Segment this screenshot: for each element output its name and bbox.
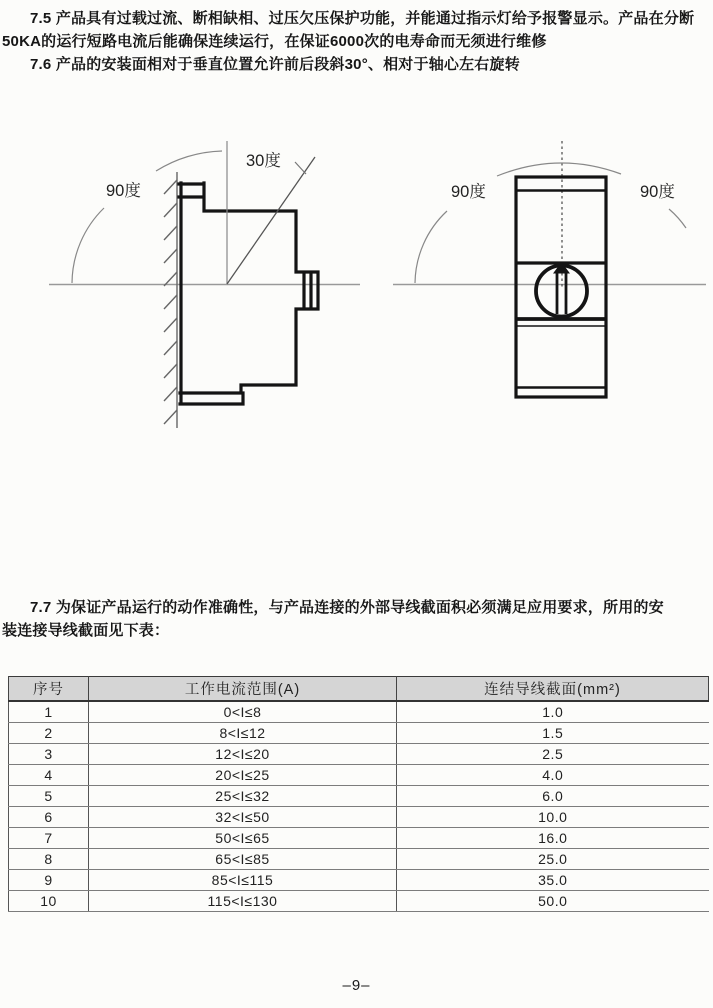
table-row bbox=[9, 701, 709, 723]
page-number: –9– bbox=[342, 977, 371, 994]
cell-current-range: 115<I≤130 bbox=[89, 891, 397, 912]
arc-90-degree bbox=[72, 208, 104, 283]
cell-current-range: 20<I≤25 bbox=[89, 765, 397, 786]
cell-serial-number: 5 bbox=[9, 786, 89, 807]
cell-wire-cross-section: 2.5 bbox=[397, 744, 709, 765]
cell-wire-cross-section: 16.0 bbox=[397, 828, 709, 849]
cell-current-range: 65<I≤85 bbox=[89, 849, 397, 870]
tilt-30-tick bbox=[295, 162, 306, 174]
table-row bbox=[9, 744, 709, 765]
paragraph-7-5-line-1: 7.5 产品具有过载过流、断相缺相、过压欠压保护功能，并能通过指示灯给予报警显示。产品在分断 bbox=[30, 10, 695, 27]
cell-serial-number: 10 bbox=[9, 891, 89, 912]
table-row bbox=[9, 891, 709, 912]
mounting-angle-diagrams bbox=[0, 130, 713, 435]
arc-90-left bbox=[415, 211, 447, 283]
label-30-degree: 30度 bbox=[246, 152, 281, 170]
cell-current-range: 50<I≤65 bbox=[89, 828, 397, 849]
wire-size-table bbox=[8, 676, 709, 912]
device-side-profile bbox=[179, 183, 318, 404]
table-header-row bbox=[9, 677, 709, 702]
cell-wire-cross-section: 6.0 bbox=[397, 786, 709, 807]
wire-table-body bbox=[9, 701, 709, 912]
cell-serial-number: 9 bbox=[9, 870, 89, 891]
cell-serial-number: 6 bbox=[9, 807, 89, 828]
wall-hatching bbox=[164, 172, 177, 428]
paragraph-7-5-line-2: 50KA的运行短路电流后能确保连续运行，在保证6000次的电寿命而无须进行维修 bbox=[2, 33, 547, 50]
paragraph-7-5-7-6 bbox=[2, 7, 711, 76]
cell-serial-number: 7 bbox=[9, 828, 89, 849]
paragraph-7-6-line-1: 7.6 产品的安装面相对于垂直位置允许前后段斜30°、相对于轴心左右旋转 bbox=[30, 56, 520, 73]
header-current-range: 工作电流范围(A) bbox=[89, 677, 397, 702]
cell-serial-number: 1 bbox=[9, 701, 89, 723]
label-90-degree: 90度 bbox=[106, 182, 141, 200]
header-wire-cross-section: 连结导线截面(mm²) bbox=[397, 677, 709, 702]
cell-serial-number: 3 bbox=[9, 744, 89, 765]
cell-wire-cross-section: 4.0 bbox=[397, 765, 709, 786]
cell-current-range: 0<I≤8 bbox=[89, 701, 397, 723]
label-90-degree-left: 90度 bbox=[451, 183, 486, 201]
cell-wire-cross-section: 1.0 bbox=[397, 701, 709, 723]
cell-wire-cross-section: 1.5 bbox=[397, 723, 709, 744]
cell-wire-cross-section: 10.0 bbox=[397, 807, 709, 828]
table-row bbox=[9, 849, 709, 870]
rotation-top-arc bbox=[497, 163, 621, 176]
table-row bbox=[9, 786, 709, 807]
arc-30-degree bbox=[156, 151, 222, 171]
cell-serial-number: 8 bbox=[9, 849, 89, 870]
paragraph-7-7-line-2: 装连接导线截面见下表： bbox=[2, 622, 170, 639]
cell-current-range: 25<I≤32 bbox=[89, 786, 397, 807]
arc-90-right bbox=[669, 209, 686, 228]
cell-current-range: 8<I≤12 bbox=[89, 723, 397, 744]
table-row bbox=[9, 723, 709, 744]
front-view-diagram bbox=[393, 141, 706, 397]
header-serial-number: 序号 bbox=[9, 677, 89, 702]
cell-current-range: 32<I≤50 bbox=[89, 807, 397, 828]
cell-serial-number: 4 bbox=[9, 765, 89, 786]
table-row bbox=[9, 765, 709, 786]
tilt-30-line bbox=[227, 157, 315, 284]
cell-current-range: 85<I≤115 bbox=[89, 870, 397, 891]
cell-wire-cross-section: 50.0 bbox=[397, 891, 709, 912]
table-row bbox=[9, 828, 709, 849]
paragraph-7-7-line-1: 7.7 为保证产品运行的动作准确性，与产品连接的外部导线截面积必须满足应用要求，所用的安 bbox=[30, 599, 664, 616]
rotary-knob bbox=[536, 262, 587, 317]
table-row bbox=[9, 807, 709, 828]
side-view-diagram bbox=[49, 141, 360, 428]
cell-wire-cross-section: 35.0 bbox=[397, 870, 709, 891]
cell-current-range: 12<I≤20 bbox=[89, 744, 397, 765]
table-row bbox=[9, 870, 709, 891]
label-90-degree-right: 90度 bbox=[640, 183, 675, 201]
device-front-body bbox=[516, 177, 606, 397]
paragraph-7-7 bbox=[2, 596, 711, 642]
cell-wire-cross-section: 25.0 bbox=[397, 849, 709, 870]
cell-serial-number: 2 bbox=[9, 723, 89, 744]
